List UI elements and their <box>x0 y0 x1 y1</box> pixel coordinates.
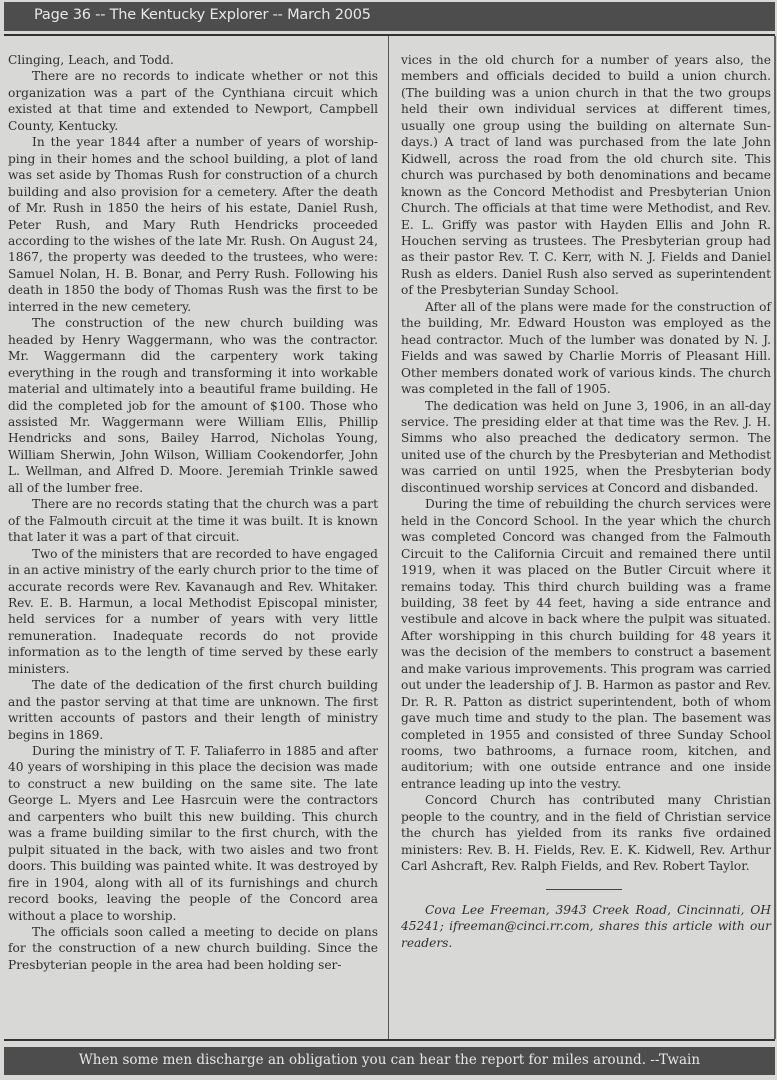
paragraph: Two of the ministers that are recorded to have engaged in an active ministry of the early church prior to the time of accurate records were Rev. Kavanaugh and Rev. Whitaker. Rev. E. B. Harmun, a local Methodist Episcopal minister, held services for a number of years with very little remuneration. Inadequate records do not provide information as to the length of time served by these early ministers. <box>8 546 378 676</box>
paragraph: The construction of the new church building was headed by Henry Waggermann, who was the contractor. Mr. Waggermann did the carpentery work taking everything in the rough and transforming it into workable material and ultimately into a beautiful frame building. He did the completed job for the amount of $100. Those who assisted Mr. Waggermann were William Ellis, Phillip Hendricks and sons, Bailey Harrod, Nicholas Young, William Sherwin, John Wilson, William Cookendorfer, John L. Wellman, and Alfred D. Moore. Jeremiah Trinkle sawed all of the lumber free. <box>8 316 378 495</box>
paragraph: There are no records stating that the church was a part of the Falmouth circuit at the time it was built. It is known that later it was a part of that circuit. <box>8 497 378 545</box>
paragraph: The officials soon called a meeting to decide on plans for the construction of a new church building. Since the Presbyterian people in the area had been holding ser- <box>8 925 378 972</box>
bottom-divider <box>4 1039 775 1041</box>
left-column <box>8 52 378 973</box>
paragraph: The date of the dedication of the first church building and the pastor serving at that time are unknown. The first written accounts of pastors and their length of ministry begins in 1869. <box>8 678 378 742</box>
column-divider <box>388 36 389 1039</box>
page-header <box>4 2 775 31</box>
signature-divider <box>546 889 622 890</box>
right-border <box>774 36 776 1039</box>
paragraph: The dedication was held on June 3, 1906, in an all-day service. The presiding elder at that time was the Rev. J. H. Simms who also preached the dedicatory sermon. The united use of the church by the Presbyterian and Methodist was carried on until 1925, when the Presbyterian body discontinued worship services at Concord and disbanded. <box>401 398 771 495</box>
right-column <box>401 52 771 951</box>
header-title: Page 36 -- The Kentucky Explorer -- March 2005 <box>34 7 371 23</box>
paragraph: During the ministry of T. F. Taliaferro in 1885 and after 40 years of worshiping in this place the decision was made to construct a new building on the same site. The late George L. Myers and Lee Hasrcuin were the contractors and carpenters who built this new building. This church was a frame building similar to the first church, with the pulpit situated in the back, with two aisles and two front doors. This building was painted white. It was destroyed by fire in 1904, along with all of its furnishings and church record books, leaving the people of the Concord area without a place to worship. <box>8 744 378 923</box>
paragraph: There are no records to indicate whether or not this organization was a part of the Cynthiana circuit which existed at that time and extended to Newport, Campbell County, Kentucky. <box>8 69 378 133</box>
paragraph: During the time of rebuilding the church services were held in the Concord School. In the year which the church was completed Concord was changed from the Falmouth Circuit to the California Circuit and remained there until 1919, when it was placed on the Butler Circuit where it remains today. This third church building was a frame building, 38 feet by 44 feet, having a side entrance and vestibule and alcove in back where the pulpit was situated. After worshipping in this church building for 48 years it was the decision of the members to construct a basement and make various improvements. This program was carried out under the leadership of J. B. Harmon as pastor and Rev. Dr. R. R. Patton as district superintendent, both of whom gave much time and study to the plan. The basement was completed in 1955 and consisted of three Sunday School rooms, two bathrooms, a furnace room, kitchen, and auditorium; with one outside entrance and one inside entrance leading up into the vestry. <box>401 497 771 791</box>
paragraph: vices in the old church for a number of years also, the members and officials decided to build a union church. (The building was a union church in that the two groups held their own individual services at different times, usually one group using the building on alternate Sundays.) A tract of land was purchased from the late John Kidwell, across the road from the old church site. This church was purchased by both denominations and became known as the Concord Methodist and Presbyterian Union Church. The officials at that time were Methodist, and Rev. E. L. Griffy was pastor with Hayden Ellis and John R. Houchen serving as trustees. The Presbyterian group had as their pastor Rev. T. C. Kerr, with N. J. Fields and Daniel Rush as elders. Daniel Rush also served as superintendent of the Presbyterian Sunday School. <box>401 53 771 298</box>
paragraph: After all of the plans were made for the construction of the building, Mr. Edward Houston was employed as the head contractor. Much of the lumber was donated by N. J. Fields and was sawed by Charlie Morris of Pleasant Hill. Other members donated work of various kinds. The church was completed in the fall of 1905. <box>401 299 771 397</box>
paragraph: Clinging, Leach, and Todd. <box>8 53 174 67</box>
footer-quote: When some men discharge an obligation you can hear the report for miles around. --Twain <box>78 1052 701 1068</box>
paragraph: In the year 1844 after a number of years of worshipping in their homes and the school building, a plot of land was set aside by Thomas Rush for construction of a church building and also provision for a cemetery. After the death of Mr. Rush in 1850 the heirs of his estate, Daniel Rush, Peter Rush, and Mary Ruth Hendricks proceeded according to the wishes of the late Mr. Rush. On August 24, 1867, the property was deeded to the trustees, who were: Samuel Nolan, H. B. Bonar, and Perry Rush. Following his death in 1850 the body of Thomas Rush was the first to be interred in the new cemetery. <box>8 135 378 314</box>
footer-banner <box>4 1047 775 1075</box>
top-divider <box>4 34 775 36</box>
author-signature: Cova Lee Freeman, 3943 Creek Road, Cincinnati, OH 45241; ifreeman@cinci.rr.com, shares this article with our readers. <box>401 902 771 950</box>
paragraph: Concord Church has contributed many Christian people to the country, and in the field of Christian service the church has yielded from its ranks five ordained ministers: Rev. B. H. Fields, Rev. E. K. Kidwell, Rev. Arthur Carl Ashcraft, Rev. Ralph Fields, and Rev. Robert Taylor. <box>401 793 771 874</box>
